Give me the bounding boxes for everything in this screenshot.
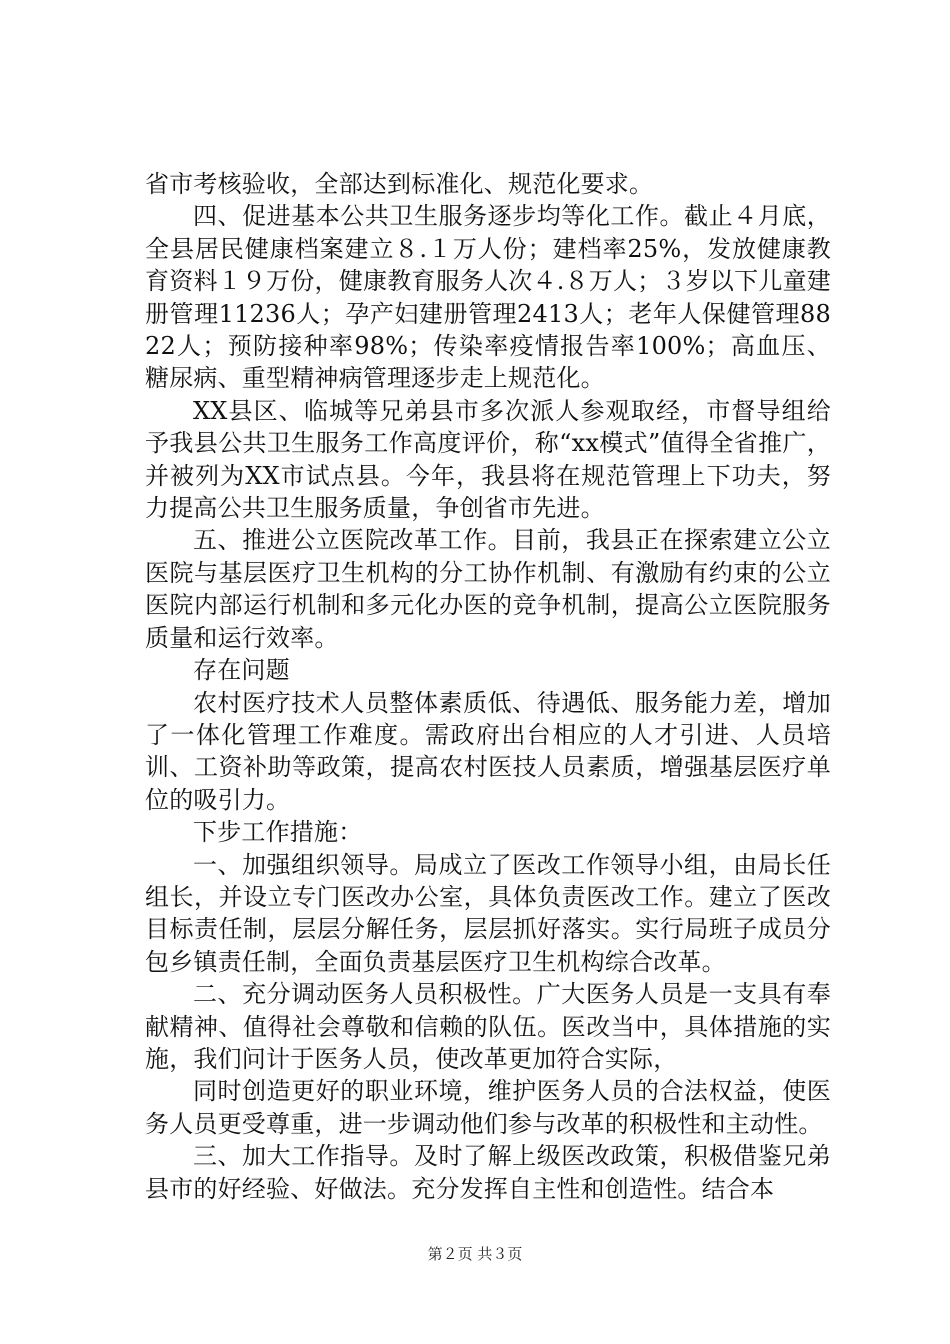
- paragraph-medical-staff: 二、充分调动医务人员积极性。广大医务人员是一支具有奉献精神、值得社会尊敬和信赖的队伍。医改当中，具体措施的实施，我们问计于医务人员，使改革更加符合实际，: [145, 980, 831, 1073]
- document-body: [145, 168, 831, 1205]
- paragraph-work-environment: 同时创造更好的职业环境，维护医务人员的合法权益，使医务人员更受尊重，进一步调动他们参与改革的积极性和主动性。: [145, 1077, 831, 1138]
- section-heading-next-steps: 下步工作措施：: [193, 818, 363, 847]
- paragraph-problems: 农村医疗技术人员整体素质低、待遇低、服务能力差，增加了一体化管理工作难度。需政府出台相应的人才引进、人员培训、工资补助等政策，提高农村医技人员素质，增强基层医疗单位的吸引力。: [145, 688, 831, 814]
- section-heading-problems: 存在问题: [193, 656, 290, 685]
- paragraph-leadership: 一、加强组织领导。局成立了医改工作领导小组，由局长任组长，并设立专门医改办公室，具体负责医改工作。建立了医改目标责任制，层层分解任务，层层抓好落实。实行局班子成员分包乡镇责任制，全面负责基层医疗卫生机构综合改革。: [145, 850, 831, 976]
- paragraph-continuation: 省市考核验收，全部达到标准化、规范化要求。: [145, 170, 654, 198]
- paragraph-public-health-services: 四、促进基本公共卫生服务逐步均等化工作。截止４月底，全县居民健康档案建立８.１万人份；建档率25%，发放健康教育资料１９万份，健康教育服务人次４.８万人；３岁以下儿童建册管理11236人；孕产妇建册管理2413人；老年人保健管理8822人；预防接种率98%；传染率疫情报告率100%；高血压、糖尿病、重型精神病管理逐步走上规范化。: [145, 202, 831, 393]
- paragraph-evaluation: XX县区、临城等兄弟县市多次派人参观取经，市督导组给予我县公共卫生服务工作高度评价，称“xx模式”值得全省推广，并被列为XX市试点县。今年，我县将在规范管理上下功夫，努力提高公共卫生服务质量，争创省市先进。: [145, 396, 831, 523]
- paragraph-guidance: 三、加大工作指导。及时了解上级医改政策，积极借鉴兄弟县市的好经验、好做法。充分发挥自主性和创造性。结合本: [145, 1142, 831, 1203]
- page-number: 第２页 共３页: [427, 1245, 523, 1263]
- paragraph-hospital-reform: 五、推进公立医院改革工作。目前，我县正在探索建立公立医院与基层医疗卫生机构的分工协作机制、有激励有约束的公立医院内部运行机制和多元化办医的竞争机制，提高公立医院服务质量和运行效率。: [145, 526, 831, 652]
